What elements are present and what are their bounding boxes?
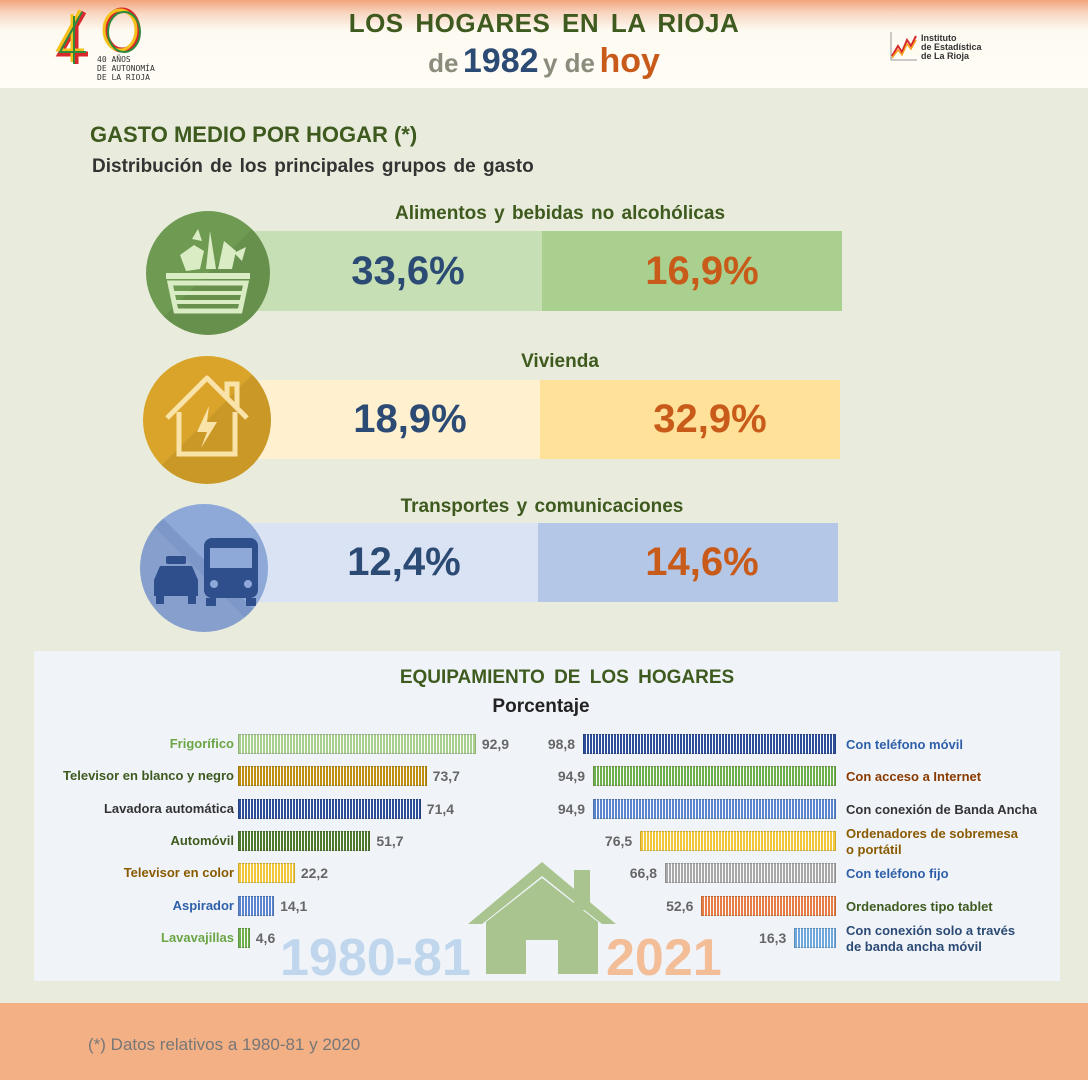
subtitle-year: 1982	[462, 42, 539, 80]
value-right-6: 16,3	[759, 929, 787, 946]
bar-left-1	[238, 766, 427, 786]
value-left-4: 22,2	[300, 865, 329, 882]
value-right-1: 94,9	[557, 768, 586, 785]
value-left-3: 51,7	[376, 832, 404, 849]
value-left-6: 4,6	[255, 929, 276, 946]
label-right-3-line-2: o portátil	[846, 841, 902, 857]
value-left-1: 73,7	[432, 768, 460, 785]
institute-line-3: de La Rioja	[921, 51, 970, 61]
institute-line-1: Instituto	[921, 33, 957, 43]
bar-left-6	[238, 928, 250, 948]
bar-right-5	[701, 896, 836, 916]
value-right-5: 52,6	[666, 897, 694, 914]
label-right-6	[846, 923, 1015, 955]
label-left-1: Televisor en blanco y negro	[63, 768, 234, 784]
bar-left-2	[238, 799, 421, 819]
value-right-2: 94,9	[557, 800, 586, 817]
label-right-3	[846, 826, 1018, 858]
label-right-1	[846, 769, 981, 785]
subtitle-de: de	[428, 48, 459, 78]
value-1982-vivienda: 18,9%	[353, 397, 467, 441]
bar-right-2	[593, 799, 836, 819]
label-left-5: Aspirador	[172, 897, 234, 913]
gasto-title: GASTO MEDIO POR HOGAR (*)	[90, 122, 418, 147]
bar-right-0	[583, 734, 836, 754]
label-right-5	[846, 899, 993, 915]
bar-right-3	[640, 831, 836, 851]
value-1982-alimentos: 33,6%	[351, 248, 465, 293]
label-left-4: Televisor en color	[123, 865, 234, 881]
category-label-alimentos: Alimentos y bebidas no alcohólicas	[394, 203, 726, 224]
value-hoy-vivienda: 32,9%	[653, 397, 767, 441]
label-left-6: Lavavajillas	[161, 929, 234, 945]
value-right-4: 66,8	[629, 865, 657, 882]
label-right-5-line-1: Ordenadores tipo tablet	[846, 898, 993, 914]
label-left-3: Automóvil	[170, 832, 234, 848]
subtitle-y-de: y de	[542, 48, 595, 78]
label-right-0-line-1: Con teléfono móvil	[846, 737, 963, 752]
equipamiento-subtitle: Porcentaje	[492, 696, 590, 717]
value-hoy-transportes: 14,6%	[645, 540, 759, 584]
label-right-2-line-1: Con conexión de Banda Ancha	[846, 801, 1037, 817]
value-hoy-alimentos: 16,9%	[645, 248, 759, 293]
subtitle-hoy: hoy	[599, 42, 660, 80]
label-right-6-line-1: Con conexión solo a través	[846, 922, 1016, 938]
label-right-4-line-1: Con teléfono fijo	[846, 866, 949, 882]
value-right-0: 98,8	[547, 736, 576, 752]
label-left-2: Lavadora automática	[103, 800, 234, 816]
footnote: (*) Datos relativos a 1980-81 y 2020	[88, 1035, 361, 1054]
forty-years-logo-text: 40 AÑOS DE AUTONOMÍA DE LA RIOJA	[97, 55, 155, 82]
label-right-4	[846, 866, 949, 882]
label-right-1-line-1: Con acceso a Internet	[846, 769, 982, 785]
value-left-2: 71,4	[426, 800, 455, 817]
label-right-2	[846, 802, 1037, 818]
bar-right-4	[665, 863, 836, 883]
bar-left-5	[238, 896, 274, 916]
gasto-subtitle: Distribución de los principales grupos de gasto	[92, 156, 534, 177]
label-right-6-line-2: de banda ancha móvil	[846, 938, 982, 954]
label-left-0: Frigorífico	[169, 736, 234, 751]
bar-right-6	[794, 928, 836, 948]
bar-left-0	[238, 734, 476, 754]
bar-left-3	[238, 831, 370, 851]
bar-right-1	[593, 766, 836, 786]
institute-line-2: de Estadística	[921, 42, 982, 52]
value-left-5: 14,1	[280, 897, 308, 914]
page-title: LOS HOGARES EN LA RIOJA	[348, 8, 740, 38]
category-label-vivienda: Vivienda	[521, 351, 599, 372]
year-label-right: 2021	[606, 929, 722, 987]
label-right-0	[846, 737, 963, 753]
value-left-0: 92,9	[481, 736, 510, 752]
year-label-left: 1980-81	[280, 929, 471, 987]
category-label-transportes: Transportes y comunicaciones	[400, 496, 684, 517]
value-1982-transportes: 12,4%	[347, 540, 461, 584]
label-right-3-line-1: Ordenadores de sobremesa	[846, 825, 1018, 841]
bar-left-4	[238, 863, 295, 883]
value-right-3: 76,5	[604, 832, 633, 849]
equipamiento-title: EQUIPAMIENTO DE LOS HOGARES	[399, 667, 735, 688]
